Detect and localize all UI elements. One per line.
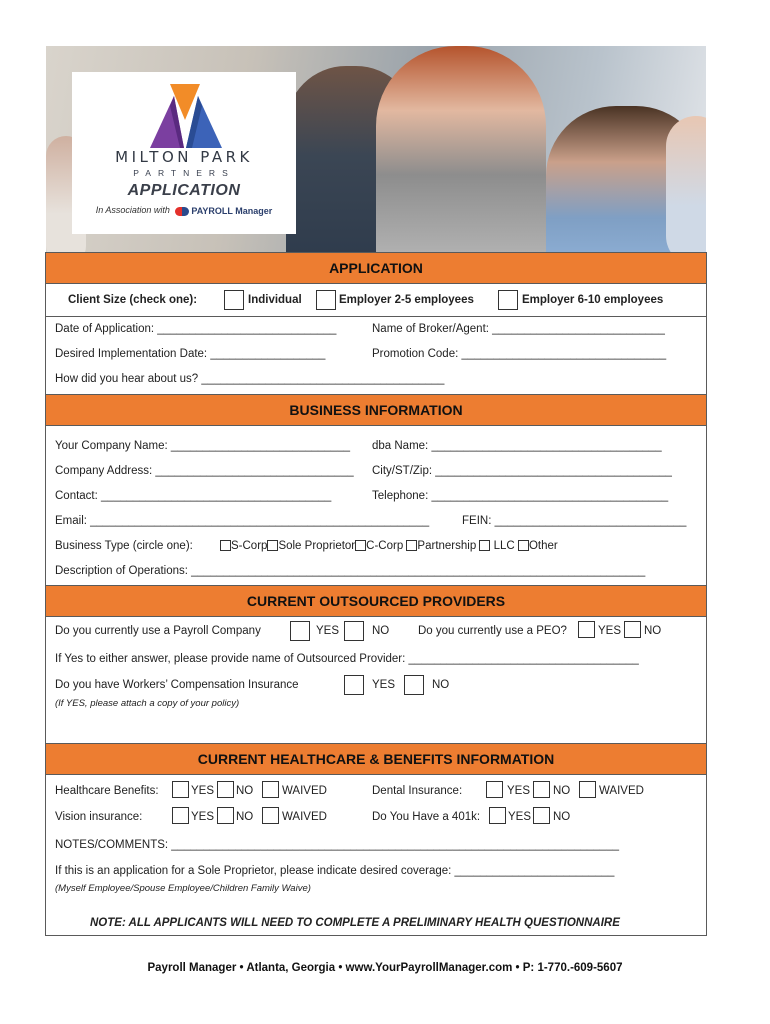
dental-no-checkbox[interactable] <box>533 781 550 798</box>
dental-waived-label: WAIVED <box>599 785 644 797</box>
peo-yes-label: YES <box>598 625 622 637</box>
company-address-field[interactable]: Company Address: _______________________________ <box>55 465 354 477</box>
vision-waived-checkbox[interactable] <box>262 807 279 824</box>
checkbox-individual[interactable] <box>224 290 244 310</box>
healthcare-waived-checkbox[interactable] <box>262 781 279 798</box>
workers-comp-question: Do you have Workers’ Compensation Insurance <box>55 679 299 691</box>
payroll-company-question: Do you currently use a Payroll Company <box>55 625 261 637</box>
checkbox-llc[interactable] <box>479 540 490 551</box>
section-header-business: BUSINESS INFORMATION <box>46 394 706 426</box>
401k-yes-checkbox[interactable] <box>489 807 506 824</box>
healthcare-no-checkbox[interactable] <box>217 781 234 798</box>
payroll-manager-text: PAYROLL Manager <box>191 205 273 216</box>
type-option: S-Corp <box>231 540 268 552</box>
section-header-healthcare: CURRENT HEALTHCARE & BENEFITS INFORMATION <box>46 743 706 775</box>
notes-comments-field[interactable]: NOTES/COMMENTS: ______________________________________________________________________ <box>55 839 619 851</box>
checkbox-other[interactable] <box>518 540 529 551</box>
outsourced-provider-field[interactable]: If Yes to either answer, please provide name of Outsourced Provider: ____________________________________ <box>55 653 639 665</box>
telephone-field[interactable]: Telephone: _____________________________________ <box>372 490 669 502</box>
peo-no-checkbox[interactable] <box>624 621 641 638</box>
dental-insurance-label: Dental Insurance: <box>372 785 463 797</box>
checkbox-c-corp[interactable] <box>355 540 366 551</box>
peo-question: Do you currently use a PEO? <box>418 625 567 637</box>
checkbox-employer-6-10[interactable] <box>498 290 518 310</box>
401k-no-label: NO <box>553 811 571 823</box>
business-type-options <box>220 540 558 552</box>
logo-title: APPLICATION <box>127 182 241 199</box>
healthcare-yes-label: YES <box>191 785 215 797</box>
checkbox-s-corp[interactable] <box>220 540 231 551</box>
referral-source-field[interactable]: How did you hear about us? ______________________________________ <box>55 373 445 385</box>
peo-no-label: NO <box>644 625 662 637</box>
person-figure <box>376 46 546 253</box>
payroll-manager-logo <box>175 206 272 216</box>
healthcare-yes-checkbox[interactable] <box>172 781 189 798</box>
checkbox-employer-2-5[interactable] <box>316 290 336 310</box>
payroll-yes-checkbox[interactable] <box>290 621 310 641</box>
dental-yes-checkbox[interactable] <box>486 781 503 798</box>
broker-agent-field[interactable]: Name of Broker/Agent: ___________________________ <box>372 323 665 335</box>
vision-insurance-label: Vision insurance: <box>55 811 143 823</box>
promotion-code-field[interactable]: Promotion Code: ________________________________ <box>372 348 667 360</box>
workers-comp-no-label: NO <box>432 679 450 691</box>
healthcare-waived-label: WAIVED <box>282 785 327 797</box>
coverage-options: (Myself Employee/Spouse Employee/Children Family Waive) <box>55 883 311 894</box>
option-employer-6-10-label: Employer 6-10 employees <box>522 294 664 306</box>
description-of-operations-field[interactable]: Description of Operations: _______________________________________________________________________ <box>55 565 646 577</box>
workers-comp-yes-label: YES <box>372 679 396 691</box>
business-type-label: Business Type (circle one): <box>55 540 193 552</box>
type-option: LLC <box>493 540 515 552</box>
association-prefix: In Association with <box>95 205 170 215</box>
type-option: Partnership <box>417 540 477 552</box>
dental-waived-checkbox[interactable] <box>579 781 596 798</box>
payroll-no-checkbox[interactable] <box>344 621 364 641</box>
401k-yes-label: YES <box>508 811 532 823</box>
email-field[interactable]: Email: _____________________________________________________ <box>55 515 430 527</box>
city-st-zip-field[interactable]: City/ST/Zip: _____________________________________ <box>372 465 672 477</box>
health-questionnaire-note: NOTE: ALL APPLICANTS WILL NEED TO COMPLETE A PRELIMINARY HEALTH QUESTIONNAIRE <box>90 917 620 929</box>
section-header-application: APPLICATION <box>46 252 706 284</box>
401k-no-checkbox[interactable] <box>533 807 550 824</box>
401k-label: Do You Have a 401k: <box>372 811 481 823</box>
contact-field[interactable]: Contact: ____________________________________ <box>55 490 332 502</box>
vision-no-label: NO <box>236 811 254 823</box>
peo-yes-checkbox[interactable] <box>578 621 595 638</box>
type-option: Other <box>528 540 558 552</box>
section-header-outsourced: CURRENT OUTSOURCED PROVIDERS <box>46 585 706 617</box>
vision-waived-label: WAIVED <box>282 811 327 823</box>
option-employer-2-5-label: Employer 2-5 employees <box>339 294 474 306</box>
payroll-no-label: NO <box>372 625 390 637</box>
company-name-field[interactable]: Your Company Name: ____________________________ <box>55 440 350 452</box>
workers-comp-no-checkbox[interactable] <box>404 675 424 695</box>
payroll-yes-label: YES <box>316 625 340 637</box>
type-option: C-Corp <box>366 540 404 552</box>
payroll-manager-icon <box>175 207 189 216</box>
application-form <box>45 252 707 936</box>
checkbox-partnership[interactable] <box>406 540 417 551</box>
vision-no-checkbox[interactable] <box>217 807 234 824</box>
vision-yes-checkbox[interactable] <box>172 807 189 824</box>
healthcare-no-label: NO <box>236 785 254 797</box>
workers-comp-note: (If YES, please attach a copy of your policy) <box>55 698 240 709</box>
date-of-application-field[interactable]: Date of Application: ____________________________ <box>55 323 337 335</box>
association-line <box>72 205 296 216</box>
dba-name-field[interactable]: dba Name: ____________________________________ <box>372 440 662 452</box>
implementation-date-field[interactable]: Desired Implementation Date: __________________ <box>55 348 326 360</box>
dental-no-label: NO <box>553 785 571 797</box>
sole-proprietor-coverage-field[interactable]: If this is an application for a Sole Proprietor, please indicate desired coverage: _________________________ <box>55 865 615 877</box>
type-option: Sole Proprietor <box>278 540 356 552</box>
client-size-label: Client Size (check one): <box>68 294 198 306</box>
dental-yes-label: YES <box>507 785 531 797</box>
healthcare-benefits-label: Healthcare Benefits: <box>55 785 159 797</box>
option-individual-label: Individual <box>248 294 302 306</box>
vision-yes-label: YES <box>191 811 215 823</box>
fein-field[interactable]: FEIN: ______________________________ <box>462 515 687 527</box>
footer-contact: Payroll Manager • Atlanta, Georgia • www.YourPayrollManager.com • P: 1-770.-609-5607 <box>147 962 623 974</box>
logo-card <box>72 72 296 234</box>
milton-park-logo-icon <box>140 82 230 150</box>
workers-comp-yes-checkbox[interactable] <box>344 675 364 695</box>
brand-subtitle: PARTNERS <box>133 168 235 178</box>
person-figure <box>666 116 706 253</box>
client-size-row <box>46 286 706 317</box>
checkbox-sole-proprietor[interactable] <box>267 540 278 551</box>
brand-name: MILTON PARK <box>115 148 253 166</box>
